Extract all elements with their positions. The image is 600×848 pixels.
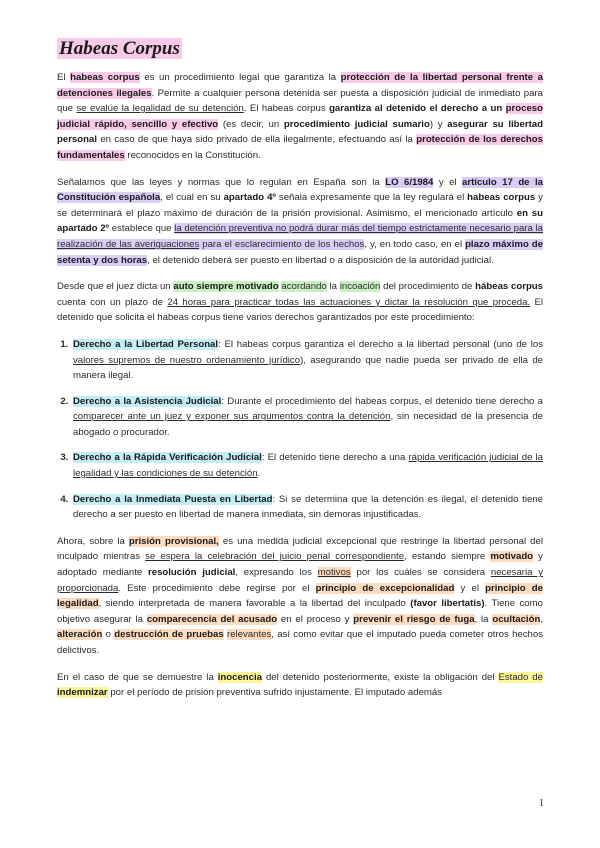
list-item: 3. Derecho a la Rápida Verificación Judicial: El detenido tiene derecho a una rápida verificación judicial de la legalidad y las condiciones de su detención.: [71, 450, 543, 481]
paragraph-provisional-prison: Ahora, sobre la prisión provisional, es una medida judicial excepcional que restringe la libertad personal del inculpado mientras se espera la celebración del juicio penal correspondiente, estando siempre motivado y adoptado mediante resolución judicial, expresando los motivos por los cuáles se considera necesaria y proporcionada. Este procedimiento debe regirse por el principio de excepcionalidad y el principio de legalidad, siendo interpretada de manera favorable a la libertad del inculpado (favor libertatis). Tiene como objetivo asegurar la comparecencia del acusado en el proceso y prevenir el riesgo de fuga, la ocultación, alteración o destrucción de pruebas relevantes, así como evitar que el imputado pueda cometer otros hechos delictivos.: [57, 535, 544, 656]
paragraph-intro: El habeas corpus es un procedimiento legal que garantiza la protección de la libertad personal frente a detenciones ilegales. Permite a cualquier persona detenida ser puesta a disposición judicial de inmediato para que se evalúe la legalidad de su detención. El habeas corpus garantiza al detenido el derecho a un proceso judicial rápido, sencillo y efectivo (es decir, un procedimiento judicial sumario) y asegurar su libertad personal en caso de que haya sido privado de ella ilegalmente, efectuando así la protección de los derechos fundamentales reconocidos en la Constitución.: [57, 72, 544, 161]
document-page: [57, 38, 543, 712]
paragraph-procedure: Desde que el juez dicta un auto siempre motivado acordando la incoación del procedimiento de hábeas corpus cuenta con un plazo de 24 horas para practicar todas las actuaciones y dictar la resolución que proceda. El detenido que solicita el habeas corpus tiene varios derechos garantizados por este procedimiento:: [57, 281, 543, 324]
list-item: 4. Derecho a la Inmediata Puesta en Libertad: Si se determina que la detención es ilegal, el detenido tiene derecho a ser puesto en libertad de manera inmediata, sin demoras injustificadas.: [71, 492, 543, 523]
paragraph-compensation: En el caso de que se demuestre la inocencia del detenido posteriormente, existe la obligación del Estado de indemnizar por el período de prisión preventiva sufrido injustamente. El imputado además: [57, 671, 543, 699]
list-item: 1. Derecho a la Libertad Personal: El habeas corpus garantiza el derecho a la libertad personal (uno de los valores supremos de nuestro ordenamiento jurídico), asegurando que nadie pueda ser privado de ella de manera ilegal.: [71, 337, 543, 384]
paragraph-regulation: Señalamos que las leyes y normas que lo regulan en España son la LO 6/1984 y el artículo 17 de la Constitución española, el cual en su apartado 4º señala expresamente que la ley regulará el habeas corpus y se determinará el plazo máximo de duración de la prisión provisional. Asimismo, el mencionado artículo en su apartado 2º establece que la detención preventiva no podrá durar más del tiempo estrictamente necesario para la realización de las averiguaciones para el esclarecimiento de los hechos, y, en todo caso, en el plazo máximo de setenta y dos horas, el detenido deberá ser puesto en libertad o a disposición de la autoridad judicial.: [57, 176, 543, 266]
page-number: 1: [539, 798, 544, 809]
rights-list: [57, 337, 543, 523]
page-title: Habeas Corpus: [59, 38, 180, 59]
list-item: 2. Derecho a la Asistencia Judicial: Durante el procedimiento del habeas corpus, el detenido tiene derecho a comparecer ante un juez y exponer sus argumentos contra la detención, sin necesidad de la presencia de abogado o procurador.: [71, 394, 543, 441]
